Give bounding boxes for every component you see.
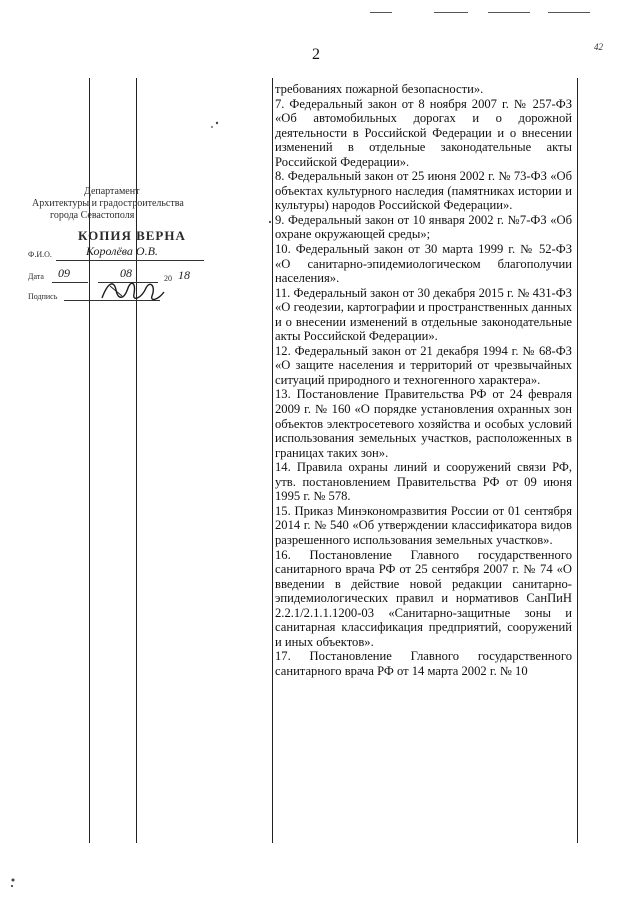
list-item: 11. Федеральный закон от 30 декабря 2015 г. № 431-ФЗ «О геодезии, картографии и пространственных данных и о внесении изменений в отдельные законодательные акты Российской Федерации». — [275, 285, 572, 344]
list-item: 12. Федеральный закон от 21 декабря 1994 г. № 68-ФЗ «О защите населения и территорий от чрезвычайных ситуаций природного и техногенного характера». — [275, 343, 572, 387]
stamp-fio-line — [56, 260, 204, 261]
stamp-city: города Севастополя — [50, 210, 135, 221]
stamp-title: КОПИЯ ВЕРНА — [78, 228, 186, 243]
list-item: 10. Федеральный закон от 30 марта 1999 г. № 52-ФЗ «О санитарно-эпидемиологическом благополучии населения». — [275, 242, 572, 286]
certified-copy-stamp — [28, 186, 238, 306]
stamp-date-day: 09 — [58, 266, 70, 280]
list-item: 15. Приказ Минэкономразвития России от 01 сентября 2014 г. № 540 «Об утверждении классификатора видов разрешенного использования земельных участков». — [275, 503, 572, 547]
list-item: требованиях пожарной безопасности». — [275, 82, 484, 96]
header-dash-marks — [370, 12, 590, 16]
list-item: 9. Федеральный закон от 10 января 2002 г. №7-ФЗ «Об охране окружающей среды»; — [275, 212, 572, 242]
list-item: 16. Постановление Главного государственного санитарного врача РФ от 25 сентября 2007 г. № 74 «О введении в действие новой редакции санитарно-эпидемиологических правил и нормативов СанПиН 2.2.1/2.1.1.1200-03 «Санитарно-защитные зоны и санитарная классификация предприятий, сооружений и иных объектов». — [275, 547, 572, 649]
page-corner-ref: 42 — [594, 42, 603, 52]
stamp-date-year: 18 — [178, 268, 190, 282]
stamp-department: Департамент — [84, 186, 140, 197]
stamp-fio-label: Ф.И.О. — [28, 250, 52, 259]
column-divider-2 — [272, 78, 273, 843]
stamp-date-day-line — [52, 282, 88, 283]
legislation-list — [275, 82, 572, 678]
list-item: 7. Федеральный закон от 8 ноября 2007 г. № 257-ФЗ «Об автомобильных дорогах и о дорожной деятельности в Российской Федерации и о внесении изменений в отдельные законодательные акты Российской Федерации». — [275, 96, 572, 169]
stamp-date-month: 08 — [120, 266, 132, 280]
handwritten-signature-icon — [98, 276, 168, 306]
stamp-signature-label: Подпись — [28, 292, 58, 301]
list-item: 8. Федеральный закон от 25 июня 2002 г. № 73-ФЗ «Об объектах культурного наследия (памятниках истории и культуры) народов Российской Федерации». — [275, 169, 572, 213]
stamp-fio-value: Королёва О.В. — [86, 244, 158, 258]
stamp-date-label: Дата — [28, 272, 44, 281]
list-item: 14. Правила охраны линий и сооружений связи РФ, утв. постановлением Правительства РФ от 09 июня 1995 г. № 578. — [275, 460, 572, 504]
stamp-department-name: Архитектуры и градостроительства — [32, 198, 184, 209]
stamp-date-year-prefix: 20 — [164, 274, 172, 283]
page-number: 2 — [312, 46, 320, 63]
list-item: 17. Постановление Главного государственного санитарного врача РФ от 14 марта 2002 г. № 10 — [275, 649, 572, 678]
list-item: 13. Постановление Правительства РФ от 24 февраля 2009 г. № 160 «О порядке установления охранных зон объектов электросетевого хозяйства и особых условий использования земельных участков, расположенных в границах таких зон». — [275, 387, 572, 460]
